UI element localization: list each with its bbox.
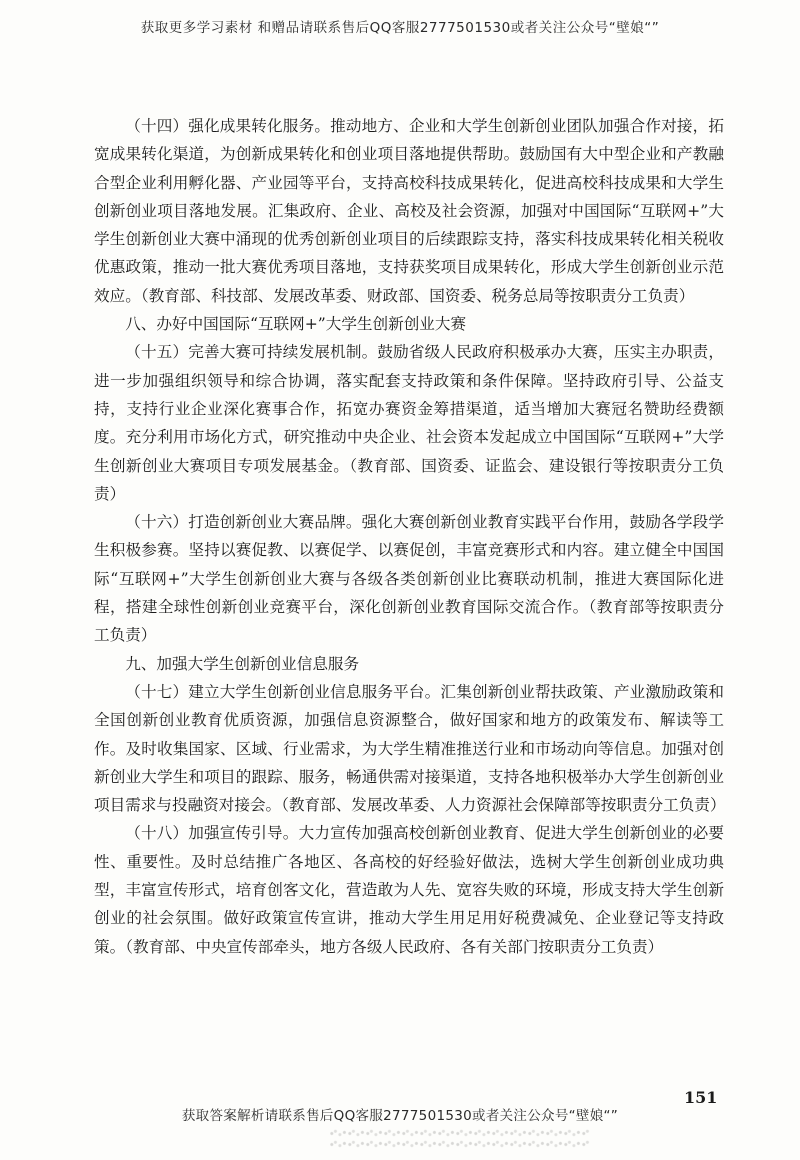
footer-note: 获取答案解析请联系售后QQ客服2777501530或者关注公众号“壁娘“” <box>181 1108 619 1124</box>
section-heading-9: 九、加强大学生创新创业信息服务 <box>125 654 360 673</box>
scan-artifact <box>330 1128 590 1150</box>
paragraph-16: （十六）打造创新创业大赛品牌。强化大赛创新创业教育实践平台作用，鼓励各学段学生积极参赛。坚持以赛促教、以赛促学、以赛促创，丰富竞赛形式和内容。建立健全中国国际“互联网+”大学生创新创业大赛与各级各类创新创业比赛联动机制，推进大赛国际化进程，搭建全球性创新创业竞赛平台，深化创新创业教育国际交流合作。（教育部等按职责分工负责） <box>94 513 724 645</box>
section-heading-8: 八、办好中国国际“互联网+”大学生创新创业大赛 <box>125 315 467 334</box>
paragraph-18: （十八）加强宣传引导。大力宣传加强高校创新创业教育、促进大学生创新创业的必要性、重要性。及时总结推广各地区、各高校的好经验好做法，选树大学生创新创业成功典型，丰富宣传形式，培育创客文化，营造敢为人先、宽容失败的环境，形成支持大学生创新创业的社会氛围。做好政策宣传宣讲，推动大学生用足用好税费减免、企业登记等支持政策。（教育部、中央宣传部牵头，地方各级人民政府、各有关部门按职责分工负责） <box>94 824 724 956</box>
paragraph-15: （十五）完善大赛可持续发展机制。鼓励省级人民政府积极承办大赛，压实主办职责，进一步加强组织领导和综合协调，落实配套支持政策和条件保障。坚持政府引导、公益支持，支持行业企业深化赛事合作，拓宽办赛资金筹措渠道，适当增加大赛冠名赞助经费额度。充分利用市场化方式，研究推动中央企业、社会资本发起成立中国国际“互联网+”大学生创新创业大赛项目专项发展基金。（教育部、国资委、证监会、建设银行等按职责分工负责） <box>94 343 724 503</box>
page-number: 151 <box>684 1088 718 1107</box>
paragraph-14: （十四）强化成果转化服务。推动地方、企业和大学生创新创业团队加强合作对接，拓宽成果转化渠道，为创新成果转化和创业项目落地提供帮助。鼓励国有大中型企业和产教融合型企业利用孵化器、产业园等平台，支持高校科技成果转化，促进高校科技成果和大学生创新创业项目落地发展。汇集政府、企业、高校及社会资源，加强对中国国际“互联网+”大学生创新创业大赛中涌现的优秀创新创业项目的后续跟踪支持，落实科技成果转化相关税收优惠政策，推动一批大赛优秀项目落地，支持获奖项目成果转化，形成大学生创新创业示范效应。（教育部、科技部、发展改革委、财政部、国资委、税务总局等按职责分工负责） <box>94 117 724 305</box>
paragraph-17: （十七）建立大学生创新创业信息服务平台。汇集创新创业帮扶政策、产业激励政策和全国创新创业教育优质资源，加强信息资源整合，做好国家和地方的政策发布、解读等工作。及时收集国家、区域、行业需求，为大学生精准推送行业和市场动向等信息。加强对创新创业大学生和项目的跟踪、服务，畅通供需对接渠道，支持各地积极举办大学生创新创业项目需求与投融资对接会。（教育部、发展改革委、人力资源社会保障部等按职责分工负责） <box>94 682 726 815</box>
document-body <box>94 112 724 961</box>
header-note: 获取更多学习素材 和赠品请联系售后QQ客服2777501530或者关注公众号“壁娘“” <box>140 20 660 36</box>
